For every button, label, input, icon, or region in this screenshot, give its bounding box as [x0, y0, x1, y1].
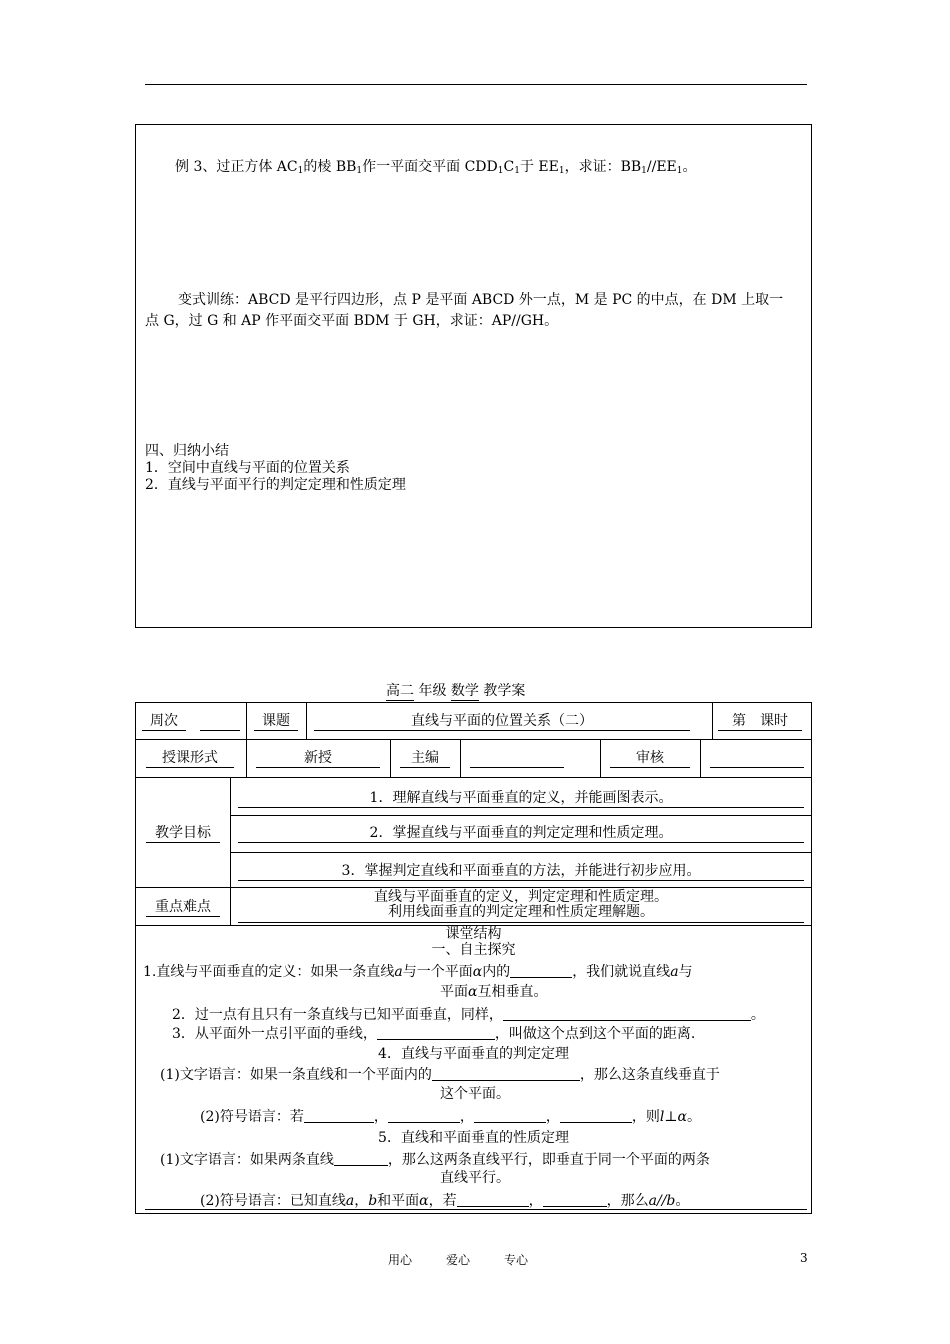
item-5-title: 5．直线和平面垂直的性质定理 — [378, 1130, 569, 1146]
item-2: 2．过一点有且只有一条直线与已知平面垂直，同样， 。 — [172, 1007, 765, 1023]
key-points-label: 重点难点 — [146, 899, 220, 917]
answer-blank[interactable] — [432, 1066, 580, 1081]
item-5-text-cont: 直线平行。 — [440, 1170, 510, 1186]
week-field — [200, 713, 240, 731]
form-label: 授课形式 — [146, 750, 234, 768]
answer-blank[interactable] — [503, 1006, 751, 1021]
answer-blank[interactable] — [560, 1108, 632, 1123]
goal-item: 3．掌握判定直线和平面垂直的方法，并能进行初步应用。 — [238, 863, 804, 881]
goals-label: 教学目标 — [146, 825, 220, 843]
answer-blank[interactable] — [543, 1192, 607, 1207]
grade: 高二 — [386, 683, 414, 699]
reviewer-label: 审核 — [610, 750, 690, 768]
item-4-title: 4．直线与平面垂直的判定定理 — [378, 1046, 569, 1062]
summary-item: 2．直线与平面平行的判定定理和性质定理 — [145, 477, 406, 493]
lesson-plan-heading: 高二 年级 数学 教学案 — [386, 683, 526, 699]
summary-item: 1．空间中直线与平面的位置关系 — [145, 460, 350, 476]
structure-subtitle: 一、自主探究 — [431, 942, 516, 958]
answer-blank[interactable] — [304, 1108, 374, 1123]
item-5-symbol: (2)符号语言：已知直线a，b和平面α，若 ， ，那么a//b。 — [200, 1193, 690, 1209]
subject: 数学 — [450, 683, 479, 699]
reviewer-field — [710, 750, 804, 768]
variant-exercise-line1: 变式训练：ABCD 是平行四边形，点 P 是平面 ABCD 外一点，M 是 PC 的中点，在 DM 上取一 — [178, 292, 784, 308]
header-rule — [145, 84, 807, 85]
topic-label: 课题 — [254, 713, 298, 731]
exercise-box — [135, 124, 812, 628]
page-number: 3 — [800, 1251, 808, 1265]
answer-blank[interactable] — [510, 963, 572, 978]
bottom-underline — [145, 1209, 807, 1210]
answer-blank[interactable] — [377, 1025, 495, 1040]
answer-blank[interactable] — [457, 1192, 529, 1207]
item-4-text: (1)文字语言：如果一条直线和一个平面内的 ，那么这条直线垂直于 — [160, 1067, 720, 1083]
definition-line2: 平面α互相垂直。 — [440, 984, 548, 1000]
item-4-symbol: (2)符号语言：若 ， ， ， ，则l⊥α。 — [200, 1109, 701, 1125]
topic: 直线与平面的位置关系（二） — [314, 713, 690, 731]
week-label: 周次 — [142, 713, 186, 731]
structure-title: 课堂结构 — [445, 926, 502, 942]
answer-blank[interactable] — [388, 1108, 460, 1123]
example-3: 例 3、过正方体 $AC_1$的棱 $BB_1$作一平面交平面 $CDD_1C_1$于 $EE_1$，求证：$BB_1//EE_1$。 — [175, 159, 697, 176]
definition-line1: 1.直线与平面垂直的定义：如果一条直线a与一个平面α内的 ，我们就说直线a与 — [143, 964, 693, 980]
goal-item: 2．掌握直线与平面垂直的判定定理和性质定理。 — [238, 825, 804, 843]
summary-title: 四、归纳小结 — [145, 443, 229, 459]
key-point: 直线与平面垂直的定义，判定定理和性质定理。 — [374, 889, 668, 905]
goal-item: 1．理解直线与平面垂直的定义，并能画图表示。 — [238, 790, 804, 808]
item-5-text: (1)文字语言：如果两条直线 ，那么这两条直线平行，即垂直于同一个平面的两条 — [160, 1152, 710, 1168]
item-3: 3．从平面外一点引平面的垂线， ，叫做这个点到这个平面的距离. — [172, 1026, 696, 1042]
editor-label: 主编 — [400, 750, 450, 768]
variant-exercise-line2: 点 G，过 G 和 AP 作平面交平面 BDM 于 GH，求证：AP//GH。 — [145, 313, 559, 329]
key-point: 利用线面垂直的判定定理和性质定理解题。 — [238, 904, 804, 923]
footer-motto: 用心 爱心 专心 — [388, 1253, 529, 1267]
form-value: 新授 — [256, 750, 380, 768]
answer-blank[interactable] — [334, 1151, 388, 1166]
answer-blank[interactable] — [474, 1108, 546, 1123]
editor-field — [470, 750, 564, 768]
period-label: 第 课时 — [718, 713, 802, 731]
item-4-text-cont: 这个平面。 — [440, 1086, 510, 1102]
